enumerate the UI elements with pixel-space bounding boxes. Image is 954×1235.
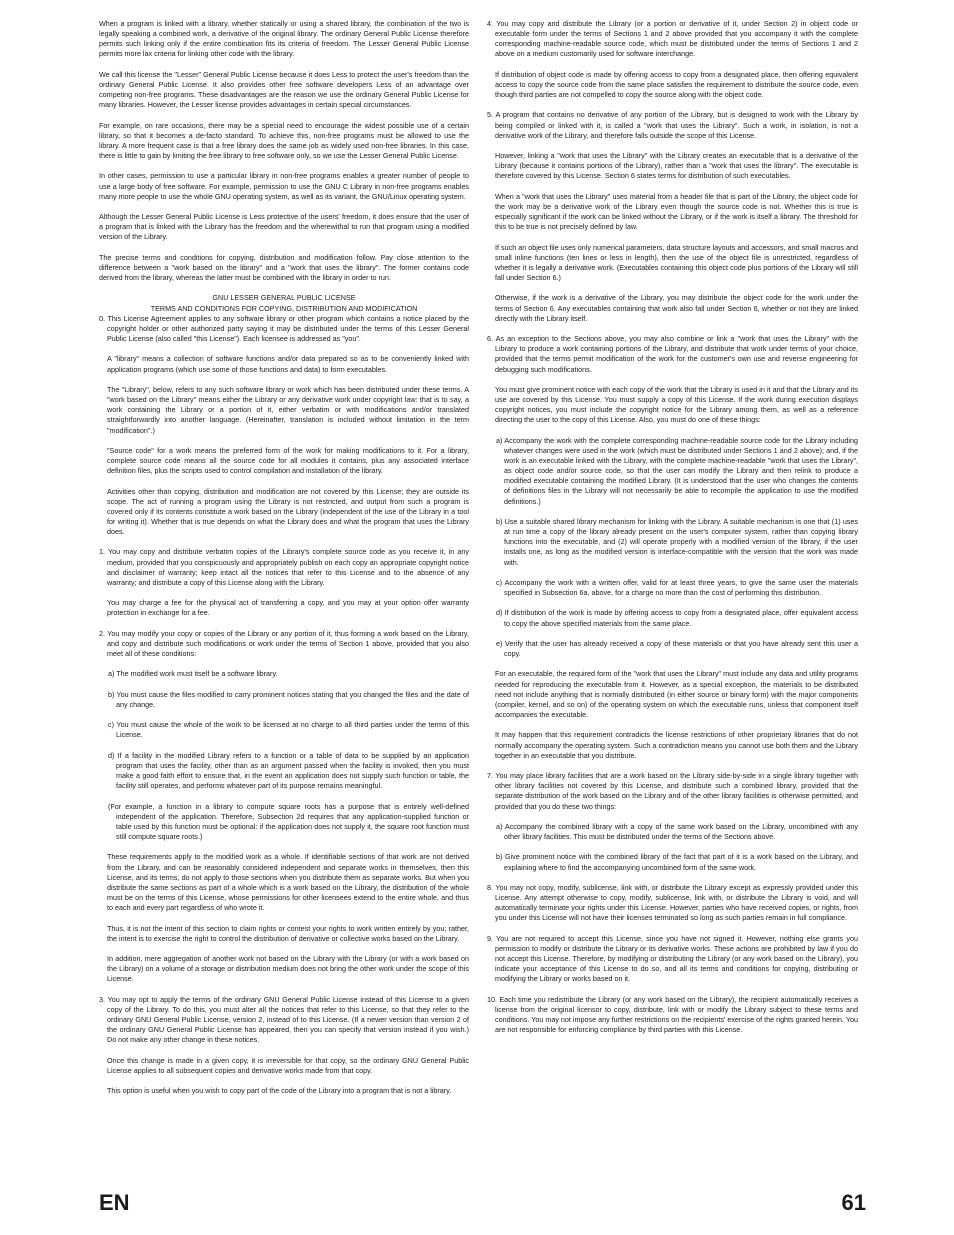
section-heading: GNU LESSER GENERAL PUBLIC LICENSE [212, 293, 356, 303]
clause-paragraph: "Source code" for a work means the preferred form of the work for making modifications to it. For a library, complete source code means all the source code for all modules it contains, plus any associated interface definition files, plus the scripts used to control compilation and installation of the library. [107, 445, 469, 476]
paragraph: Although the Lesser General Public License is Less protective of the users' freedom, it does ensure that the user of a program that is linked with the Library has the freedom and the wherewithal to run that program using a modified version of the Library. [99, 212, 469, 242]
sub-clause: e) Verify that the user has already received a copy of these materials or that you have already sent this user a copy. [496, 638, 858, 659]
clause-paragraph: Activities other than copying, distribution and modification are not covered by this License; they are outside its scope. The act of running a program using the Library is not restricted, and output from such a program is covered only if its contents constitute a work based on the Library (independent of the use of the Library in a tool for writing it). Whether that is true depends on what the Library does and what the program that uses the Library does. [107, 486, 469, 537]
sub-clause: a) Accompany the work with the complete corresponding machine-readable source code for the Library including whatever changes were used in the work (which must be distributed under Sections 1 and 2 above); and, if the work is an executable linked with the Library, with the complete machine-readable "work that uses the Library", as object code and/or source code, so that the user can modify the Library and then relink to produce a modified executable containing the modified Library. (It is understood that the user who changes the contents of definitions files in the Library will not necessarily be able to recompile the application to use the modified definitions.) [496, 435, 858, 506]
clause-paragraph: The "Library", below, refers to any such software library or work which has been distributed under these terms. A "work based on the Library" means either the Library or any derivative work under copyright law: that is to say, a work containing the Library or a portion of it, either verbatim or with modifications and/or translated straightforwardly into another language. (Hereinafter, translation is included without limitation in the term "modification".) [107, 384, 469, 435]
clause-paragraph: Otherwise, if the work is a derivative of the Library, you may distribute the object code for the work under the terms of Section 6. Any executables containing that work also fall under Section 6, whether or not they are linked directly with the Library itself. [495, 293, 858, 323]
clause-paragraph: If such an object file uses only numerical parameters, data structure layouts and accessors, and small macros and small inline functions (ten lines or less in length), then the use of the object file is unrestricted, regardless of whether it is legally a derivative work. (Executables containing this object code plus portions of the Library will still fall under Section 6.) [495, 242, 858, 283]
clause-paragraph: However, linking a "work that uses the Library" with the Library creates an executable that is a derivative of the Library (because it contains portions of the Library), rather than a "work that uses the library". The executable is therefore covered by this License. Section 6 states terms for distribution of such executables. [495, 151, 858, 181]
paragraph: The precise terms and conditions for copying, distribution and modification follow. Pay close attention to the difference between a "work based on the library" and a "work that uses the library". The former contains code derived from the library, whereas the latter must be combined with the library in order to run. [99, 252, 469, 283]
numbered-clause: 4. You may copy and distribute the Library (or a portion or derivative of it, under Section 2) in object code or executable form under the terms of Sections 1 and 2 above provided that you accompany it with the complete corresponding machine-readable source code, which must be distributed under the terms of Sections 1 and 2 above on a medium customarily used for software interchange. [487, 19, 858, 59]
footer-page-number: 61 [841, 1190, 866, 1215]
section-subheading: TERMS AND CONDITIONS FOR COPYING, DISTRIBUTION AND MODIFICATION [150, 303, 418, 313]
clause-paragraph: You may charge a fee for the physical act of transferring a copy, and you may at your option offer warranty protection in exchange for a fee. [107, 598, 469, 618]
paragraph: When a program is linked with a library, whether statically or using a shared library, the combination of the two is legally speaking a combined work, a derivative of the original library. The ordinary General Public License therefore permits such linking only if the entire combination fits its criteria of freedom. The Lesser General Public License permits more lax criteria for linking other code with the library. [99, 19, 469, 59]
numbered-clause: 10. Each time you redistribute the Library (or any work based on the Library), the recipient automatically receives a license from the original licensor to copy, distribute, link with or modify the Library subject to these terms and conditions. You may not impose any further restrictions on the recipients' exercise of the rights granted herein. You are not responsible for enforcing compliance by third parties with this License. [487, 994, 858, 1035]
clause-paragraph: When a "work that uses the Library" uses material from a header file that is part of the Library, the object code for the work may be a derivative work of the Library even though the source code is not. Whether this is true is especially significant if the work can be linked without the Library, or if the work is itself a library. The threshold for this to be true is not precisely defined by law. [495, 191, 858, 232]
sub-clause: d) If distribution of the work is made by offering access to copy from a designated place, offer equivalent access to copy the above specified materials from the same place. [496, 608, 858, 628]
clause-paragraph: If distribution of object code is made by offering access to copy from a designated place, then offering equivalent access to copy the source code from the same place satisfies the requirement to distribute the source code, even though third parties are not compelled to copy the source along with the object code. [495, 69, 858, 100]
left-column [99, 19, 469, 1107]
sub-clause: a) The modified work must itself be a software library. [108, 669, 278, 679]
numbered-clause: 7. You may place library facilities that are a work based on the Library side-by-side in a single library together with other library facilities not covered by this License, and distribute such a combined library, provided that the separate distribution of the work based on the Library and of the other library facilities is otherwise permitted, and provided that you do these two things: [487, 771, 858, 811]
right-column [487, 19, 858, 1045]
numbered-clause: 1. You may copy and distribute verbatim copies of the Library's complete source code as you receive it, in any medium, provided that you conspicuously and appropriately publish on each copy an appropriate copyright notice and disclaimer of warranty; keep intact all the notices that refer to this License and to the absence of any warranty; and distribute a copy of this License along with the Library. [99, 547, 469, 587]
clause-paragraph: This option is useful when you wish to copy part of the code of the Library into a program that is not a library. [107, 1086, 452, 1096]
numbered-clause: 6. As an exception to the Sections above, you may also combine or link a "work that uses the Library" with the Library to produce a work containing portions of the Library, and distribute that work under terms of your choice, provided that the terms permit modification of the work for the customer's own use and reverse engineering for debugging such modifications. [487, 334, 858, 374]
footer-language-code: EN [99, 1190, 130, 1215]
clause-paragraph: It may happen that this requirement contradicts the license restrictions of other proprietary libraries that do not normally accompany the operating system. Such a contradiction means you cannot use both them and the Library together in an executable that you distribute. [495, 730, 858, 760]
sub-clause: b) Use a suitable shared library mechanism for linking with the Library. A suitable mechanism is one that (1) uses at run time a copy of the library already present on the user's computer system, rather than copying library functions into the executable, and (2) will operate properly with a modified version of the library, if the user installs one, as long as the modified version is interface-compatible with the version that the work was made with. [496, 516, 858, 567]
paragraph: In other cases, permission to use a particular library in non-free programs enables a greater number of people to use a large body of free software. For example, permission to use the GNU C Library in non-free programs enables many more people to use the whole GNU operating system, as well as its variant, the GNU/Linux operating system. [99, 171, 469, 201]
clause-paragraph: Once this change is made in a given copy, it is irreversible for that copy, so the ordinary GNU General Public License applies to all subsequent copies and derivative works made from that copy. [107, 1055, 469, 1075]
sub-clause: (For example, a function in a library to compute square roots has a purpose that is entirely well-defined independent of the application. Therefore, Subsection 2d requires that any application-supplied function or table used by this function must be optional: if the application does not supply it, the square root function must still compute square roots.) [108, 801, 469, 842]
sub-clause: a) Accompany the combined library with a copy of the same work based on the Library, uncombined with any other library facilities. This must be distributed under the terms of the Sections above. [496, 821, 858, 842]
paragraph: For example, on rare occasions, there may be a special need to encourage the widest possible use of a certain library, so that it becomes a de-facto standard. To achieve this, non-free programs must be allowed to use the library. A more frequent case is that a free library does the same job as widely used non-free libraries. In this case, there is little to gain by limiting the free library to free software only, so we use the Lesser General Public License. [99, 120, 469, 161]
numbered-clause: 0. This License Agreement applies to any software library or other program which contains a notice placed by the copyright holder or other authorized party saying it may be distributed under the terms of this Lesser General Public License (also called "this License"). Each licensee is addressed as "you". [99, 313, 469, 344]
numbered-clause: 8. You may not copy, modify, sublicense, link with, or distribute the Library except as expressly provided under this License. Any attempt otherwise to copy, modify, sublicense, link with, or distribute the Library is void, and will automatically terminate your rights under this License. However, parties who have received copies, or rights, from you under this License will not have their licenses terminated so long as such parties remain in full compliance. [487, 882, 858, 923]
clause-paragraph: Thus, it is not the intent of this section to claim rights or contest your rights to work written entirely by you; rather, the intent is to exercise the right to control the distribution of derivative or collective works based on the Library. [107, 923, 469, 943]
numbered-clause: 9. You are not required to accept this License, since you have not signed it. However, nothing else grants you permission to modify or distribute the Library or its derivative works. These actions are prohibited by law if you do not accept this License. Therefore, by modifying or distributing the Library (or any work based on the Library), you indicate your acceptance of this License to do so, and all its terms and conditions for copying, distributing or modifying the Library or works based on it. [487, 933, 858, 984]
numbered-clause: 2. You may modify your copy or copies of the Library or any portion of it, thus forming a work based on the Library, and copy and distribute such modifications or work under the terms of Section 1 above, provided that you also meet all of these conditions: [99, 628, 469, 659]
paragraph: We call this license the "Lesser" General Public License because it does Less to protect the user's freedom than the ordinary General Public License. It also provides other free software developers Less of an advantage over competing non-free programs. These disadvantages are the reason we use the ordinary General Public License for many libraries. However, the Lesser license provides advantages in certain special circumstances. [99, 69, 469, 110]
sub-clause: d) If a facility in the modified Library refers to a function or a table of data to be supplied by an application program that uses the facility, other than as an argument passed when the facility is invoked, then you must make a good faith effort to ensure that, in the event an application does not supply such function or table, the facility still operates, and performs whatever part of its purpose remains meaningful. [108, 750, 469, 791]
clause-paragraph: You must give prominent notice with each copy of the work that the Library is used in it and that the Library and its use are covered by this License. You must supply a copy of this License. If the work during execution displays copyright notices, you must include the copyright notice for the Library among them, as well as a reference directing the user to the copy of this License. Also, you must do one of these things: [495, 384, 858, 425]
clause-paragraph: For an executable, the required form of the "work that uses the Library" must include any data and utility programs needed for reproducing the executable from it. However, as a special exception, the materials to be distributed need not include anything that is normally distributed (in either source or binary form) with the major components (compiler, kernel, and so on) of the operating system on which the executable runs, unless that component itself accompanies the executable. [495, 669, 858, 720]
sub-clause: b) Give prominent notice with the combined library of the fact that part of it is a work based on the Library, and explaining where to find the accompanying uncombined form of the same work. [496, 852, 858, 872]
numbered-clause: 3. You may opt to apply the terms of the ordinary GNU General Public License instead of this License to a given copy of the Library. To do this, you must alter all the notices that refer to this License, so that they refer to the ordinary GNU General Public License, version 2, instead of to this License. (If a newer version than version 2 of the ordinary GNU General Public License has appeared, then you can specify that version instead if you wish.) Do not make any other change in these notices. [99, 994, 469, 1045]
numbered-clause: 5. A program that contains no derivative of any portion of the Library, but is designed to work with the Library by being compiled or linked with it, is called a "work that uses the Library". Such a work, in isolation, is not a derivative work of the Library, and therefore falls outside the scope of this License. [487, 110, 858, 140]
clause-paragraph: In addition, mere aggregation of another work not based on the Library with the Library (or with a work based on the Library) on a volume of a storage or distribution medium does not bring the other work under the scope of this License. [107, 954, 469, 984]
sub-clause: c) Accompany the work with a written offer, valid for at least three years, to give the same user the materials specified in Subsection 6a, above, for a charge no more than the cost of performing this distribution. [496, 577, 858, 598]
sub-clause: b) You must cause the files modified to carry prominent notices stating that you changed the files and the date of any change. [108, 689, 469, 709]
clause-paragraph: A "library" means a collection of software functions and/or data prepared so as to be conveniently linked with application programs (which use some of those functions and data) to form executables. [107, 354, 469, 374]
sub-clause: c) You must cause the whole of the work to be licensed at no charge to all third parties under the terms of this License. [108, 720, 469, 740]
clause-paragraph: These requirements apply to the modified work as a whole. If identifiable sections of that work are not derived from the Library, and can be reasonably considered independent and separate works in themselves, then this License, and its terms, do not apply to those sections when you distribute them as separate works. But when you distribute the same sections as part of a whole which is a work based on the Library, the distribution of the whole must be on the terms of this License, whose permissions for other licensees extend to the entire whole, and thus to each and every part regardless of who wrote it. [107, 852, 469, 913]
